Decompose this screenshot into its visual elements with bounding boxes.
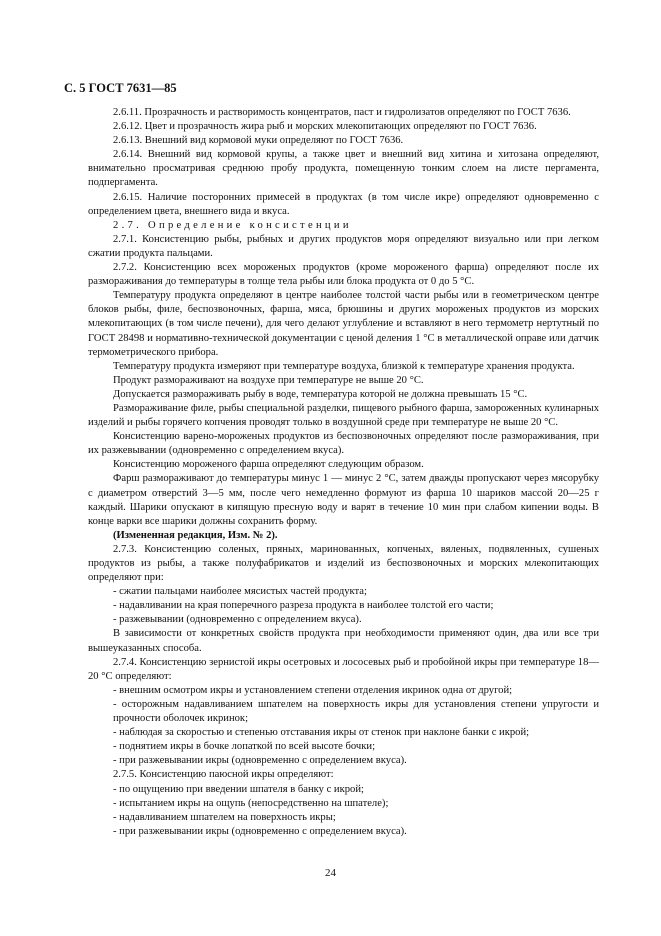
list-item: - надавливанием шпателем на поверхность икры; (113, 811, 336, 823)
list-item: - сжатии пальцами наиболее мясистых частей продукта; (113, 586, 367, 598)
paragraph-thaw-water: Допускается размораживать рыбу в воде, температура которой не должна превышать 15 °С. (113, 388, 528, 400)
paragraph-2-6-14: 2.6.14. Внешний вид кормовой крупы, а также цвет и внешний вид хитина и хитозана определяют, внимательно просматривая среднюю пробу продукта, помещенную тонким слоем на листе пергамента, подпергамента. (88, 149, 599, 189)
paragraph-2-7-2: 2.7.2. Консистенцию всех мороженых продуктов (кроме мороженого фарша) определяют после их размораживания до температуры в толще тела рыбы или блока продукта от 0 до 5 °С. (88, 262, 599, 288)
list-item: - разжевывании (одновременно с определением вкуса). (113, 614, 362, 626)
paragraph-air-temperature: Температуру продукта измеряют при температуре воздуха, близкой к температуре хранения продукта. (113, 360, 575, 372)
list-item: - надавливании на края поперечного разреза продукта в наиболее толстой его части; (113, 600, 494, 612)
paragraph-temperature-measurement: Температуру продукта определяют в центре наиболее толстой части рыбы или в геометрическом центре блоков рыбы, филе, беспозвоночных, фарша, мяса, брюшины и других мороженых продуктов из морских млекопитающих (в том числе печени), для чего делают углубление и вставляют в него термометр нертутный по ГОСТ 28498 и нормативно-технической документации с ценой деления 1 °С в металлической оправе или датчик термометрического прибора. (88, 290, 599, 358)
paragraph-methods-choice: В зависимости от конкретных свойств продукта при необходимости применяют один, два или все три вышеуказанных способа. (88, 628, 599, 654)
paragraph-2-6-12: 2.6.12. Цвет и прозрачность жира рыб и морских млекопитающих определяют по ГОСТ 7636. (113, 121, 537, 133)
paragraph-2-6-13: 2.6.13. Внешний вид кормовой муки определяют по ГОСТ 7636. (113, 135, 404, 147)
paragraph-2-7-4: 2.7.4. Консистенцию зернистой икры осетровых и лососевых рыб и пробойной икры при температуре 18—20 °С определяют: (88, 656, 599, 682)
list-item: - при разжевывании икры (одновременно с определением вкуса). (113, 755, 407, 767)
list-item: - при разжевывании икры (одновременно с определением вкуса). (113, 825, 407, 837)
section-heading-consistency: 2.7. Определение консистенции (113, 219, 352, 231)
list-item: - испытанием икры на ощупь (непосредственно на шпателе); (113, 797, 389, 809)
list-item: - осторожным надавливанием шпателем на поверхность икры для установления степени упругости и прочности оболочек икринок; (113, 698, 599, 725)
paragraph-thaw-air: Продукт размораживают на воздухе при температуре не выше 20 °С. (113, 374, 424, 386)
paragraph-2-7-1: 2.7.1. Консистенцию рыбы, рыбных и других продуктов моря определяют визуально или при легком сжатии продукта пальцами. (88, 233, 599, 259)
paragraph-2-7-5: 2.7.5. Консистенцию паюсной икры определяют: (113, 769, 334, 781)
paragraph-2-6-11: 2.6.11. Прозрачность и растворимость концентратов, паст и гидролизатов определяют по ГОСТ 7636. (113, 107, 571, 118)
list-item: - по ощущению при введении шпателя в банку с икрой; (113, 783, 364, 795)
list-item: - внешним осмотром икры и установлением степени отделения икринок одна от другой; (113, 684, 513, 696)
list-item: - поднятием икры в бочке лопаткой по всей высоте бочки; (113, 741, 376, 753)
amendment-note: (Измененная редакция, Изм. № 2). (113, 529, 278, 541)
paragraph-thaw-fillet: Размораживание филе, рыбы специальной разделки, пищевого рыбного фарша, замороженных кулинарных изделий и рыбы горячего копчения проводят только в воздушной среде при температуре не выше 20 °С. (88, 402, 599, 429)
page-header: С. 5 ГОСТ 7631—85 (64, 81, 177, 95)
paragraph-frozen-mince: Консистенцию мороженого фарша определяют следующим образом. (113, 459, 424, 471)
paragraph-2-6-15: 2.6.15. Наличие посторонних примесей в продуктах (в том числе икре) определяют одновременно с определением цвета, внешнего вида и вкуса. (88, 191, 599, 217)
list-item: - наблюдая за скоростью и степенью отставания икры от стенок при наклоне банки с икрой; (113, 727, 530, 739)
page-number: 24 (325, 867, 336, 879)
paragraph-boiled-frozen: Консистенцию варено-мороженых продуктов из беспозвоночных определяют после размораживания, при их разжевывании (одновременно с определением вкуса). (88, 431, 599, 457)
paragraph-2-7-3: 2.7.3. Консистенцию соленых, пряных, маринованных, копченых, вяленых, подвяленных, сушеных продуктов из рыбы, а также полуфабрикатов и изделий из беспозвоночных и морских млекопитающих определяют при: (88, 543, 599, 584)
paragraph-mince-procedure: Фарш размораживают до температуры минус 1 — минус 2 °С, затем дважды пропускают через мясорубку с диаметром отверстий 3—5 мм, после чего немедленно формуют из фарша 10 шариков массой 20—25 г каждый. Шарики опускают в кипящую пресную воду и варят в течение 10 мин при слабом кипении воды. В конце варки все шарики должны сохранить форму. (88, 473, 599, 527)
document-body (88, 106, 599, 839)
